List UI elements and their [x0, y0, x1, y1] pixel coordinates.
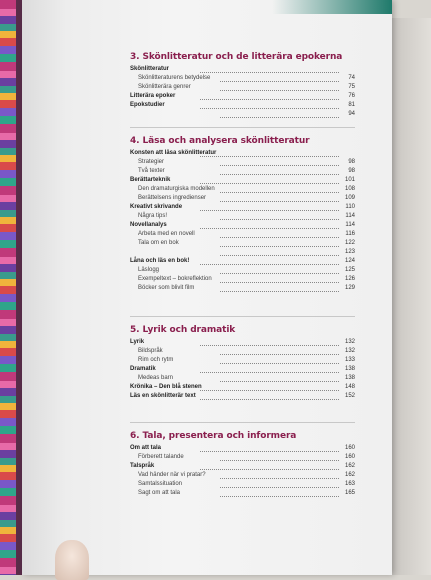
- toc-entry-page: 160: [344, 454, 355, 460]
- toc-entry-title: Arbeta med en novell: [138, 231, 195, 237]
- dot-leader: [220, 380, 339, 382]
- toc-entry-page: 81: [348, 102, 355, 108]
- dot-leader: [200, 389, 339, 391]
- book-page: [22, 0, 392, 575]
- toc-entry-page: 163: [344, 481, 355, 487]
- dot-leader: [220, 200, 339, 202]
- toc-entry-title: Skönlitteraturens betydelse: [138, 75, 211, 81]
- chapter-6: [130, 431, 355, 499]
- toc-entry: [130, 84, 355, 93]
- toc-entry-title: Låna och läs en bok!: [130, 258, 190, 264]
- dot-leader: [220, 254, 339, 256]
- toc-entry: [130, 445, 355, 454]
- dot-leader: [220, 362, 339, 364]
- dot-leader: [220, 245, 339, 247]
- chapter-4: [130, 136, 355, 294]
- toc-entry-page: 138: [344, 366, 355, 372]
- toc-entry-title: Läslogg: [138, 267, 160, 273]
- dot-leader: [220, 89, 339, 91]
- dot-leader: [200, 98, 339, 100]
- dot-leader: [220, 477, 339, 479]
- toc-entry-page: 98: [348, 159, 355, 165]
- chapter-title: 6. Tala, presentera och informera: [130, 431, 297, 441]
- dot-leader: [220, 272, 339, 274]
- facing-page-edge: [392, 18, 431, 575]
- toc-entry-page: 124: [344, 258, 355, 264]
- toc-entry-title: Talspråk: [130, 463, 155, 469]
- dot-leader: [220, 459, 339, 461]
- toc-entry-page: 114: [345, 213, 355, 219]
- dot-leader: [200, 371, 339, 373]
- toc-entry: [130, 348, 355, 357]
- toc-entry: [130, 186, 355, 195]
- dot-leader: [200, 209, 339, 211]
- toc-entry: [130, 222, 355, 231]
- dot-leader: [200, 263, 339, 265]
- chapter-divider: [130, 316, 355, 317]
- dot-leader: [220, 290, 339, 292]
- toc-entry: [130, 384, 355, 393]
- chapter-divider: [130, 127, 355, 128]
- dot-leader: [200, 71, 339, 73]
- toc-entry: [130, 111, 355, 120]
- dot-leader: [200, 450, 339, 452]
- toc-entry-page: 101: [344, 177, 355, 183]
- chapter-5: [130, 325, 355, 402]
- dot-leader: [220, 486, 339, 488]
- toc-entry-page: 152: [344, 393, 355, 399]
- dot-leader: [200, 398, 339, 400]
- toc-entry-page: 132: [344, 348, 355, 354]
- toc-entry: [130, 258, 355, 267]
- toc-entry-title: Epokstudier: [130, 102, 165, 108]
- dot-leader: [200, 107, 339, 109]
- toc-entry-page: 109: [344, 195, 355, 201]
- toc-entry-title: Tala om en bok: [138, 240, 179, 246]
- toc-entry-page: 148: [344, 384, 355, 390]
- toc-entry-title: Litterära epoker: [130, 93, 176, 99]
- toc-entry-title: Konsten att läsa skönlitteratur: [130, 150, 217, 156]
- toc-entry-page: 133: [344, 357, 355, 363]
- toc-entry: [130, 393, 355, 402]
- toc-entry: [130, 285, 355, 294]
- toc-entry-page: 165: [344, 490, 355, 496]
- toc-entry: [130, 276, 355, 285]
- toc-entry: [130, 490, 355, 499]
- cover-corner-accent: [272, 0, 392, 14]
- toc-entry: [130, 177, 355, 186]
- toc-entry: [130, 454, 355, 463]
- toc-entry: [130, 159, 355, 168]
- toc-entry-title: Läs en skönlitterär text: [130, 393, 196, 399]
- toc-entry-title: Berättelsens ingredienser: [138, 195, 207, 201]
- toc-entry-page: 75: [348, 84, 355, 90]
- dot-leader: [200, 344, 339, 346]
- toc-entry-title: Exempeltext – bokreflektion: [138, 276, 212, 282]
- toc-entry-title: Samtalssituation: [138, 481, 183, 487]
- toc-entry-title: Om att tala: [130, 445, 162, 451]
- toc-entry-title: Dramatik: [130, 366, 156, 372]
- chapter-3: [130, 52, 355, 120]
- toc-entry-title: Berättarteknik: [130, 177, 171, 183]
- toc-entry: [130, 168, 355, 177]
- toc-entry: [130, 249, 355, 258]
- toc-entry-title: Några tips!: [138, 213, 168, 219]
- toc-entry-page: 138: [344, 375, 355, 381]
- toc-entry-page: 160: [344, 445, 355, 451]
- dot-leader: [200, 227, 339, 229]
- toc-entry-page: 123: [344, 249, 355, 255]
- dot-leader: [220, 218, 339, 220]
- toc-entry-page: 122: [344, 240, 355, 246]
- toc-entry-title: Strategier: [138, 159, 165, 165]
- toc-entry-page: 76: [348, 93, 355, 99]
- toc-entry: [130, 204, 355, 213]
- dot-leader: [220, 173, 339, 175]
- toc-entry: [130, 231, 355, 240]
- toc-entry: [130, 267, 355, 276]
- toc-entry-page: 116: [345, 231, 355, 237]
- toc-entry-title: Kreativt skrivande: [130, 204, 183, 210]
- toc-entry: [130, 93, 355, 102]
- dot-leader: [200, 182, 339, 184]
- toc-entry: [130, 195, 355, 204]
- dot-leader: [220, 495, 339, 497]
- toc-entry: [130, 213, 355, 222]
- dot-leader: [220, 191, 339, 193]
- book-edge-stripes: [0, 0, 16, 575]
- dot-leader: [200, 155, 339, 157]
- chapter-title: 5. Lyrik och dramatik: [130, 325, 236, 335]
- dot-leader: [200, 468, 339, 470]
- toc-entry-title: Novellanalys: [130, 222, 167, 228]
- toc-entry-title: Förberett talande: [138, 454, 184, 460]
- toc-entry-title: Skönlitterära genrer: [138, 84, 191, 90]
- toc-entry-title: Rim och rytm: [138, 357, 174, 363]
- toc-entry-page: 126: [344, 276, 355, 282]
- chapter-title: 4. Läsa och analysera skönlitteratur: [130, 136, 310, 146]
- toc-entry-page: 94: [348, 111, 355, 117]
- toc-entry-title: Bildspråk: [138, 348, 163, 354]
- dot-leader: [220, 116, 339, 118]
- thumb: [55, 540, 89, 580]
- toc-entry-title: Den dramaturgiska modellen: [138, 186, 215, 192]
- toc-entry: [130, 66, 355, 75]
- toc-entry: [130, 102, 355, 111]
- dot-leader: [220, 164, 339, 166]
- toc-entry: [130, 481, 355, 490]
- toc-entry-title: Böcker som blivit film: [138, 285, 195, 291]
- toc-entry: [130, 150, 355, 159]
- toc-entry-page: 110: [345, 204, 355, 210]
- toc-entry-title: Medeas barn: [138, 375, 174, 381]
- toc-entry: [130, 375, 355, 384]
- toc-entry: [130, 472, 355, 481]
- toc-entry: [130, 240, 355, 249]
- toc-entry-title: Två texter: [138, 168, 165, 174]
- toc-entry-page: 132: [344, 339, 355, 345]
- toc-entry-page: 108: [344, 186, 355, 192]
- toc-entry-page: 162: [344, 463, 355, 469]
- toc-entry-title: Vad händer när vi pratar?: [138, 472, 206, 478]
- toc-entry: [130, 463, 355, 472]
- toc-entry: [130, 357, 355, 366]
- toc-entry-title: Sagt om att tala: [138, 490, 181, 496]
- chapter-divider: [130, 422, 355, 423]
- dot-leader: [220, 236, 339, 238]
- toc-entry-title: Lyrik: [130, 339, 145, 345]
- toc-entry-page: 162: [344, 472, 355, 478]
- toc-entry-page: 98: [348, 168, 355, 174]
- toc-entry-title: Skönlitteratur: [130, 66, 170, 72]
- toc-entry-title: Krönika – Den blå stenen: [130, 384, 202, 390]
- toc-entry-page: 114: [345, 222, 355, 228]
- toc-entry-page: 129: [344, 285, 355, 291]
- toc-entry: [130, 75, 355, 84]
- toc-entry: [130, 366, 355, 375]
- dot-leader: [220, 80, 339, 82]
- toc-entry-page: 125: [344, 267, 355, 273]
- toc-entry: [130, 339, 355, 348]
- toc-entry-page: 74: [348, 75, 355, 81]
- dot-leader: [220, 353, 339, 355]
- dot-leader: [220, 281, 339, 283]
- chapter-title: 3. Skönlitteratur och de litterära epokerna: [130, 52, 343, 62]
